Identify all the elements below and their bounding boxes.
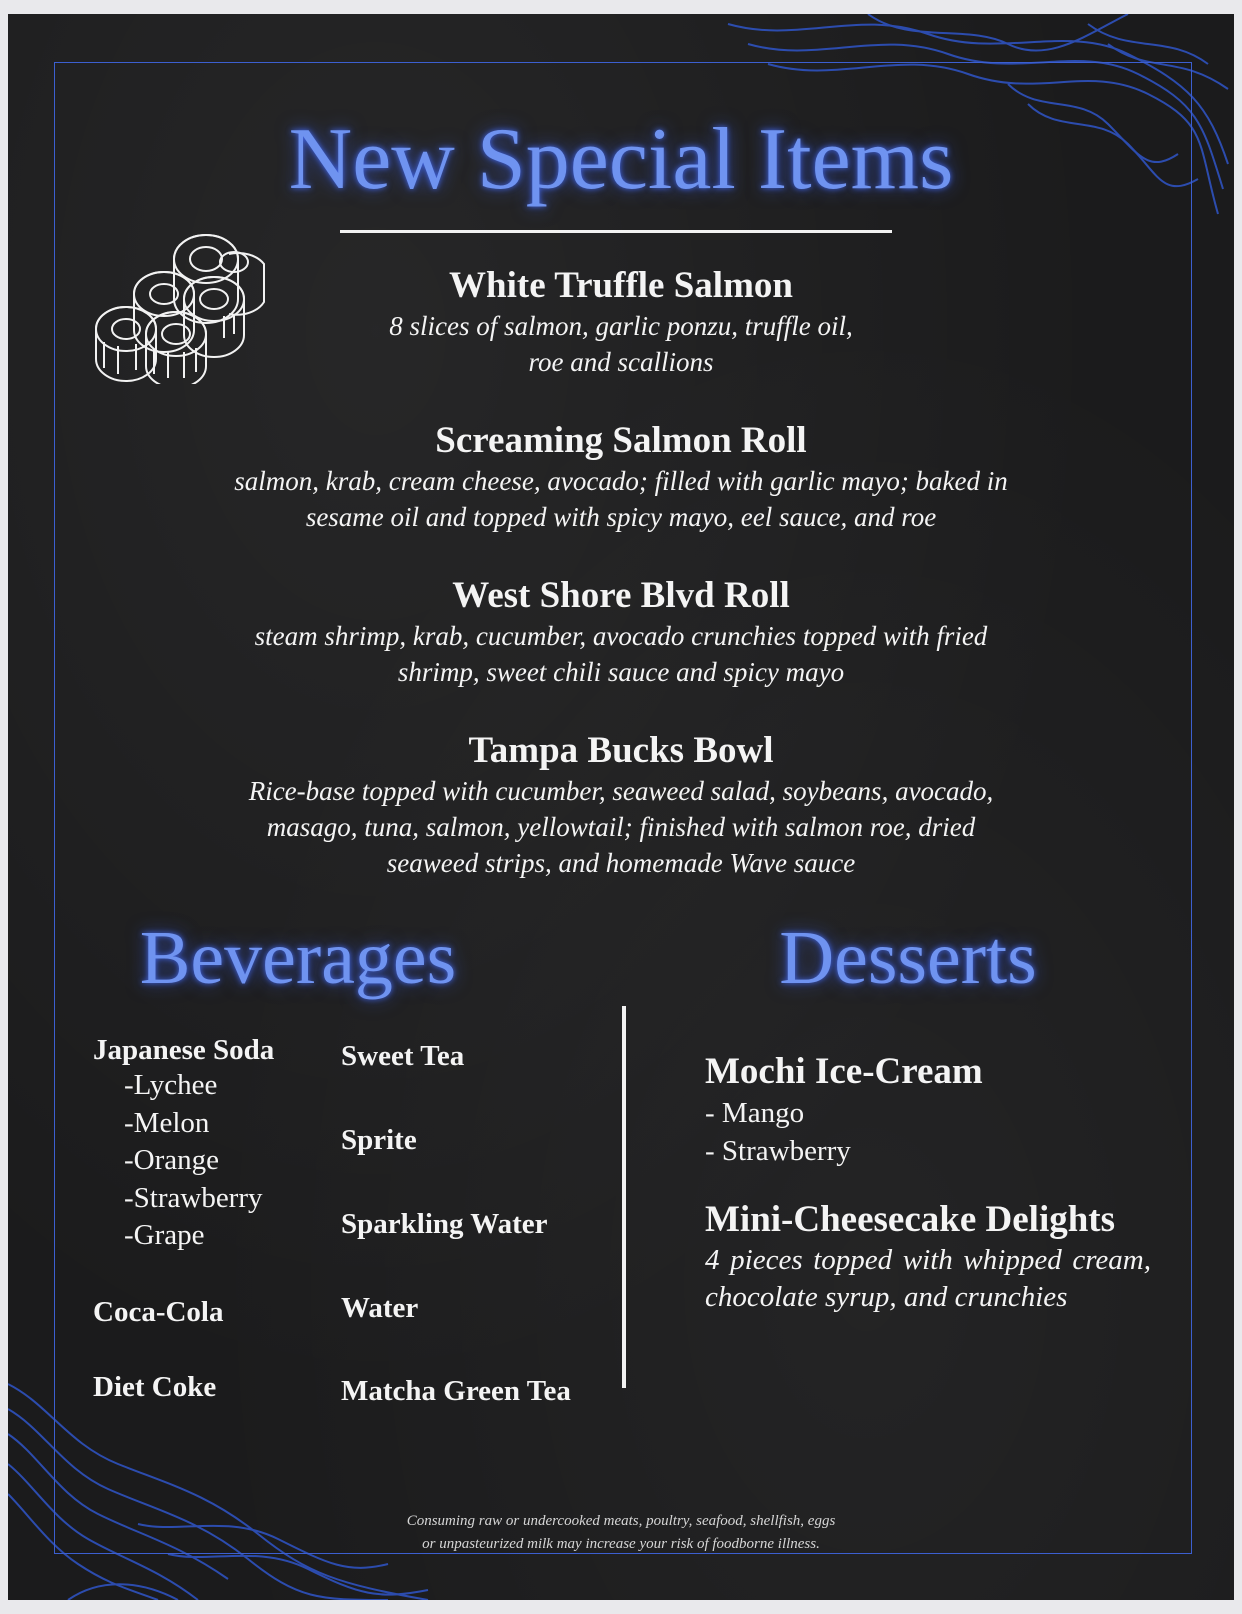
- item-description-line: sesame oil and topped with spicy mayo, eel sauce, and roe: [305, 502, 937, 532]
- beverage-item: Sparkling Water: [341, 1208, 548, 1240]
- item-name: White Truffle Salmon: [449, 265, 793, 306]
- beverage-japanese-soda: Japanese Soda: [93, 1034, 275, 1066]
- item-name: Tampa Bucks Bowl: [468, 730, 774, 771]
- item-name: Screaming Salmon Roll: [435, 420, 807, 461]
- beverage-item: Matcha Green Tea: [341, 1375, 571, 1407]
- soda-flavor: -Grape: [124, 1219, 205, 1251]
- title-underline: [340, 230, 892, 233]
- item-description-line: roe and scallions: [528, 347, 714, 377]
- item-description-line: seaweed strips, and homemade Wave sauce: [386, 848, 856, 878]
- special-item: [158, 574, 1084, 690]
- dessert-cheesecake-name: Mini-Cheesecake Delights: [705, 1199, 1116, 1240]
- item-description-line: masago, tuna, salmon, yellowtail; finished with salmon roe, dried: [266, 812, 976, 842]
- beverage-item: Diet Coke: [93, 1371, 217, 1403]
- dessert-option: - Mango: [705, 1097, 805, 1129]
- soda-flavor: -Melon: [124, 1107, 210, 1139]
- item-description-line: Rice-base topped with cucumber, seaweed salad, soybeans, avocado,: [248, 776, 994, 806]
- item-name: West Shore Blvd Roll: [452, 575, 790, 616]
- beverage-item: Sprite: [341, 1124, 417, 1156]
- beverage-item: Sweet Tea: [341, 1040, 465, 1072]
- soda-flavor: -Orange: [124, 1144, 220, 1176]
- dessert-option: - Strawberry: [705, 1135, 851, 1167]
- food-safety-disclaimer: [308, 1510, 934, 1556]
- item-description-line: salmon, krab, cream cheese, avocado; filled with garlic mayo; baked in: [234, 466, 1008, 496]
- special-item: [158, 419, 1084, 535]
- soda-flavor: -Lychee: [124, 1069, 218, 1101]
- beverages-heading: Beverages: [139, 916, 457, 1000]
- menu-page: [8, 14, 1234, 1600]
- column-divider: [622, 1006, 626, 1388]
- special-item: [158, 264, 1084, 380]
- desserts-heading: Desserts: [779, 916, 1037, 1000]
- soda-flavor: -Strawberry: [124, 1182, 263, 1214]
- special-item: [158, 729, 1084, 881]
- item-description-line: 8 slices of salmon, garlic ponzu, truffle oil,: [389, 311, 853, 341]
- beverage-item: Coca-Cola: [93, 1296, 224, 1328]
- dessert-cheesecake-description: 4 pieces topped with whipped cream, chocolate syrup, and crunchies: [705, 1244, 1151, 1313]
- item-description-line: shrimp, sweet chili sauce and spicy mayo: [397, 657, 845, 687]
- special-items-heading: New Special Items: [288, 111, 954, 208]
- dessert-mochi-name: Mochi Ice-Cream: [705, 1051, 983, 1092]
- disclaimer-line: or unpasteurized milk may increase your risk of foodborne illness.: [422, 1536, 820, 1552]
- item-description-line: steam shrimp, krab, cucumber, avocado crunchies topped with fried: [254, 621, 988, 651]
- disclaimer-line: Consuming raw or undercooked meats, poultry, seafood, shellfish, eggs: [406, 1513, 836, 1529]
- beverage-item: Water: [341, 1292, 419, 1324]
